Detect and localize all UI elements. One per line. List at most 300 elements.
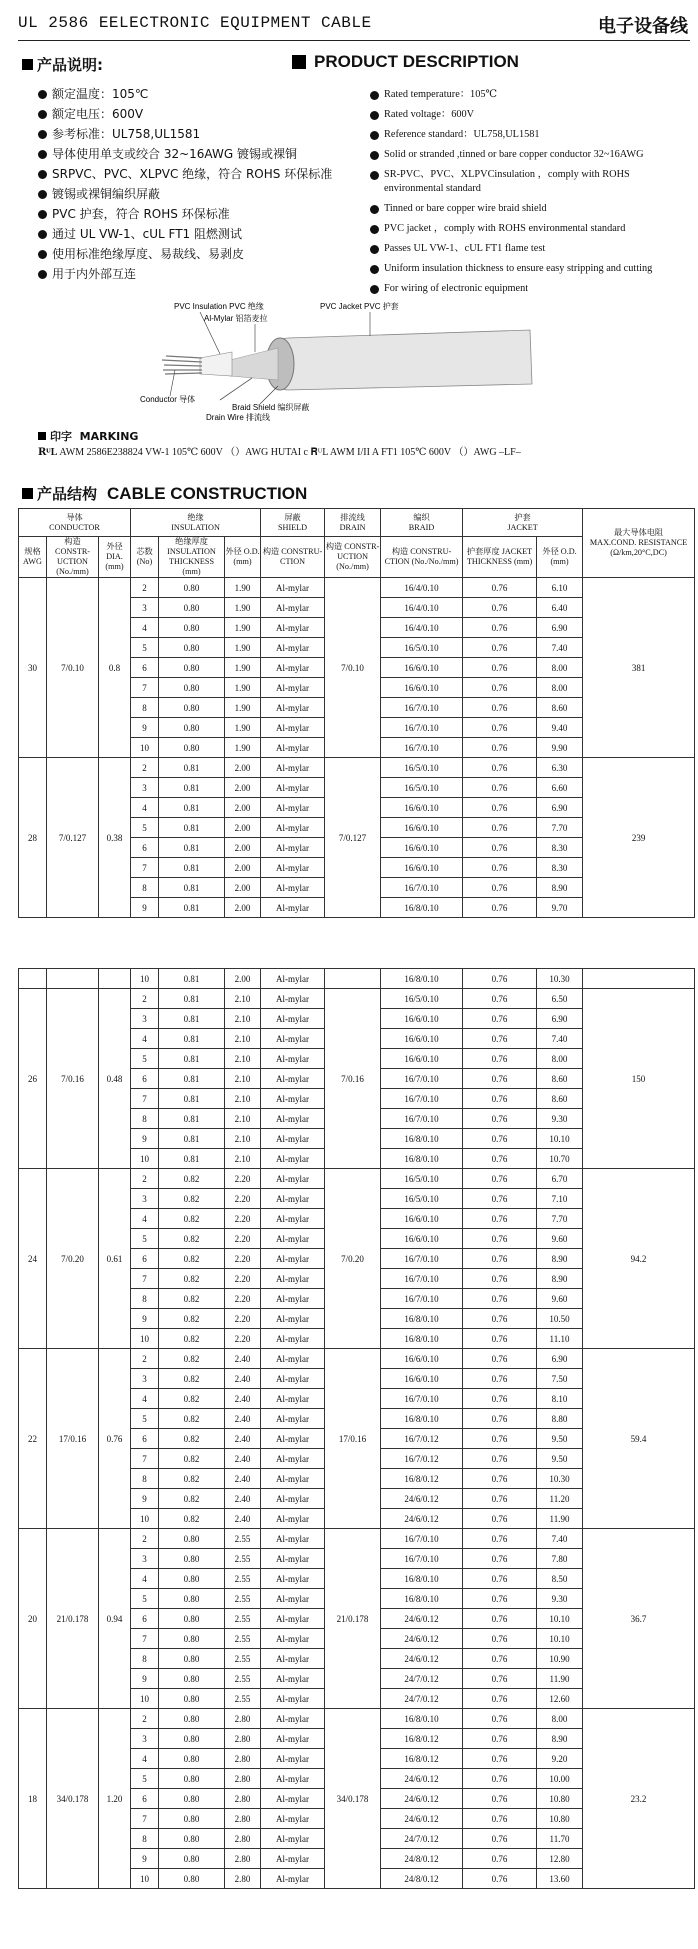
bullet-icon xyxy=(38,110,47,119)
jacket-od-subheader: 外径 O.D. (mm) xyxy=(537,537,583,578)
jacket-od-cell: 6.40 xyxy=(537,598,583,618)
shield-cell: Al-mylar xyxy=(261,1509,325,1529)
list-item xyxy=(38,266,368,286)
insulation-thickness-cell: 0.81 xyxy=(159,858,225,878)
insulation-thickness-cell: 0.80 xyxy=(159,1809,225,1829)
cores-subheader: 芯数 (No) xyxy=(131,537,159,578)
shield-cell: Al-mylar xyxy=(261,1789,325,1809)
awg-cell: 26 xyxy=(19,989,47,1169)
cores-cell: 9 xyxy=(131,1309,159,1329)
braid-cell: 16/5/0.10 xyxy=(381,778,463,798)
jacket-thickness-cell: 0.76 xyxy=(463,1129,537,1149)
insulation-od-cell: 1.90 xyxy=(225,678,261,698)
jacket-od-cell: 7.10 xyxy=(537,1189,583,1209)
insulation-od-cell: 2.00 xyxy=(225,758,261,778)
insulation-thickness-cell: 0.80 xyxy=(159,1709,225,1729)
insulation-thickness-cell: 0.80 xyxy=(159,1589,225,1609)
jacket-thickness-cell: 0.76 xyxy=(463,1489,537,1509)
jacket-header: 护套 JACKET xyxy=(463,509,583,537)
square-bullet-icon xyxy=(22,59,33,70)
table-row xyxy=(19,578,695,598)
bullet-icon xyxy=(38,90,47,99)
insulation-od-cell: 2.00 xyxy=(225,818,261,838)
list-item xyxy=(370,242,688,262)
list-item xyxy=(38,206,368,226)
insulation-od-cell: 2.20 xyxy=(225,1189,261,1209)
cores-cell: 4 xyxy=(131,1209,159,1229)
bullet-icon xyxy=(370,151,379,160)
cores-cell: 6 xyxy=(131,838,159,858)
braid-cell: 16/7/0.10 xyxy=(381,1289,463,1309)
conductor-dia-cell: 0.38 xyxy=(99,758,131,918)
bullet-icon xyxy=(370,171,379,180)
shield-cell: Al-mylar xyxy=(261,1609,325,1629)
bullet-icon xyxy=(370,131,379,140)
resistance-cell: 94.2 xyxy=(583,1169,695,1349)
cores-cell: 8 xyxy=(131,878,159,898)
list-item xyxy=(370,262,688,282)
shield-cell: Al-mylar xyxy=(261,1469,325,1489)
insulation-od-cell: 1.90 xyxy=(225,738,261,758)
shield-cell: Al-mylar xyxy=(261,1169,325,1189)
al-mylar-shape xyxy=(230,348,278,380)
shield-cell: Al-mylar xyxy=(261,1569,325,1589)
jacket-thickness-cell: 0.76 xyxy=(463,578,537,598)
jacket-thickness-cell: 0.76 xyxy=(463,1169,537,1189)
jacket-od-cell: 8.90 xyxy=(537,1729,583,1749)
jacket-od-cell: 12.60 xyxy=(537,1689,583,1709)
insulation-od-cell: 2.40 xyxy=(225,1349,261,1369)
jacket-od-cell: 10.10 xyxy=(537,1129,583,1149)
braid-shield-label: Braid Shield 编织屏蔽 xyxy=(232,403,310,412)
jacket-od-cell: 13.60 xyxy=(537,1869,583,1889)
insulation-thickness-cell: 0.82 xyxy=(159,1309,225,1329)
shield-cell: Al-mylar xyxy=(261,1729,325,1749)
cores-cell: 3 xyxy=(131,1729,159,1749)
jacket-od-cell: 11.90 xyxy=(537,1669,583,1689)
jacket-od-cell: 6.70 xyxy=(537,1169,583,1189)
braid-cell: 16/7/0.10 xyxy=(381,878,463,898)
jacket-thickness-cell: 0.76 xyxy=(463,1209,537,1229)
jacket-od-cell: 9.50 xyxy=(537,1429,583,1449)
braid-cell: 24/7/0.12 xyxy=(381,1829,463,1849)
insulation-od-cell: 2.20 xyxy=(225,1209,261,1229)
braid-cell: 16/8/0.10 xyxy=(381,1409,463,1429)
insulation-od-cell: 2.00 xyxy=(225,878,261,898)
insulation-thickness-cell: 0.82 xyxy=(159,1169,225,1189)
jacket-thickness-cell: 0.76 xyxy=(463,1069,537,1089)
jacket-od-cell: 9.40 xyxy=(537,718,583,738)
jacket-od-cell: 8.90 xyxy=(537,1269,583,1289)
jacket-thickness-cell: 0.76 xyxy=(463,1849,537,1869)
jacket-od-cell: 8.90 xyxy=(537,878,583,898)
conductor-dia-cell: 1.20 xyxy=(99,1709,131,1889)
insulation-thickness-cell: 0.82 xyxy=(159,1369,225,1389)
braid-cell: 24/6/0.12 xyxy=(381,1509,463,1529)
cores-cell: 8 xyxy=(131,698,159,718)
insulation-od-cell: 2.00 xyxy=(225,798,261,818)
cores-cell: 5 xyxy=(131,818,159,838)
jacket-od-cell: 6.30 xyxy=(537,758,583,778)
shield-cell: Al-mylar xyxy=(261,758,325,778)
resistance-cell: 150 xyxy=(583,989,695,1169)
jacket-od-cell: 9.60 xyxy=(537,1289,583,1309)
jacket-thickness-cell: 0.76 xyxy=(463,898,537,918)
jacket-thickness-cell: 0.76 xyxy=(463,1469,537,1489)
cores-cell: 10 xyxy=(131,1509,159,1529)
shield-cell: Al-mylar xyxy=(261,1629,325,1649)
shield-cell: Al-mylar xyxy=(261,1869,325,1889)
drain-cell: 34/0.178 xyxy=(325,1709,381,1889)
jacket-thickness-cell: 0.76 xyxy=(463,1249,537,1269)
cores-cell: 9 xyxy=(131,898,159,918)
awg-cell: 20 xyxy=(19,1529,47,1709)
jacket-od-cell: 6.60 xyxy=(537,778,583,798)
feature-text: Rated temperature：105℃ xyxy=(384,89,498,100)
jacket-thickness-cell: 0.76 xyxy=(463,1029,537,1049)
feature-text: 参考标准：UL758,UL1581 xyxy=(52,127,201,141)
jacket-thickness-cell: 0.76 xyxy=(463,1749,537,1769)
list-item xyxy=(370,88,688,108)
insulation-od-cell: 2.80 xyxy=(225,1749,261,1769)
jacket-od-cell: 7.40 xyxy=(537,638,583,658)
cores-cell: 8 xyxy=(131,1649,159,1669)
insulation-thickness-cell: 0.82 xyxy=(159,1409,225,1429)
marking-heading-en: MARKING xyxy=(79,430,139,443)
braid-cell: 16/6/0.10 xyxy=(381,1029,463,1049)
braid-cell: 16/7/0.10 xyxy=(381,1389,463,1409)
braid-cell: 24/7/0.12 xyxy=(381,1669,463,1689)
jacket-thickness-cell: 0.76 xyxy=(463,969,537,989)
shield-cell: Al-mylar xyxy=(261,1429,325,1449)
jacket-od-cell: 7.70 xyxy=(537,818,583,838)
insulation-thickness-cell: 0.80 xyxy=(159,1649,225,1669)
list-item xyxy=(38,126,368,146)
insulation-thickness-cell: 0.81 xyxy=(159,989,225,1009)
conductor-construction-cell: 7/0.16 xyxy=(47,989,99,1169)
conductor-construction-cell: 7/0.127 xyxy=(47,758,99,918)
jacket-thickness-cell: 0.76 xyxy=(463,1589,537,1609)
shield-cell: Al-mylar xyxy=(261,969,325,989)
jacket-od-cell: 8.30 xyxy=(537,858,583,878)
feature-text: 通过 UL VW-1、cUL FT1 阻燃测试 xyxy=(52,227,243,241)
cores-cell: 8 xyxy=(131,1469,159,1489)
braid-cell: 16/7/0.12 xyxy=(381,1449,463,1469)
insulation-thickness-cell: 0.82 xyxy=(159,1189,225,1209)
feature-text: Uniform insulation thickness to ensure easy stripping and cutting xyxy=(384,263,653,274)
cores-cell: 3 xyxy=(131,598,159,618)
list-item xyxy=(38,186,368,206)
insulation-od-cell: 2.55 xyxy=(225,1569,261,1589)
insulation-od-cell: 2.20 xyxy=(225,1309,261,1329)
table-row xyxy=(19,989,695,1009)
jacket-od-cell: 7.70 xyxy=(537,1209,583,1229)
conductor-construction-subheader: 构造 CONSTR-UCTION (No./mm) xyxy=(47,537,99,578)
braid-cell: 16/4/0.10 xyxy=(381,578,463,598)
braid-cell: 16/4/0.10 xyxy=(381,598,463,618)
insulation-od-cell: 2.10 xyxy=(225,1149,261,1169)
braid-cell: 16/8/0.12 xyxy=(381,1729,463,1749)
jacket-thickness-cell: 0.76 xyxy=(463,858,537,878)
construction-heading-cn: 产品结构 xyxy=(37,485,98,503)
cores-cell: 4 xyxy=(131,1029,159,1049)
shield-cell: Al-mylar xyxy=(261,1229,325,1249)
jacket-od-cell: 8.00 xyxy=(537,1049,583,1069)
table-row xyxy=(19,1529,695,1549)
jacket-thickness-cell: 0.76 xyxy=(463,1089,537,1109)
jacket-od-cell: 7.40 xyxy=(537,1529,583,1549)
cores-cell: 6 xyxy=(131,1069,159,1089)
jacket-thickness-cell: 0.76 xyxy=(463,1269,537,1289)
jacket-od-cell: 11.10 xyxy=(537,1329,583,1349)
shield-cell: Al-mylar xyxy=(261,698,325,718)
insulation-od-cell: 1.90 xyxy=(225,598,261,618)
conductor-dia-cell: 0.8 xyxy=(99,578,131,758)
jacket-od-cell: 10.30 xyxy=(537,969,583,989)
cores-cell: 10 xyxy=(131,1689,159,1709)
braid-cell: 24/6/0.12 xyxy=(381,1769,463,1789)
jacket-thickness-cell: 0.76 xyxy=(463,1429,537,1449)
cores-cell: 9 xyxy=(131,1849,159,1869)
braid-cell: 16/8/0.10 xyxy=(381,1709,463,1729)
awg-cell: 18 xyxy=(19,1709,47,1889)
insulation-od-cell: 1.90 xyxy=(225,718,261,738)
insulation-od-cell: 2.80 xyxy=(225,1709,261,1729)
shield-cell: Al-mylar xyxy=(261,658,325,678)
en-heading-text: PRODUCT DESCRIPTION xyxy=(314,52,519,71)
insulation-thickness-cell: 0.81 xyxy=(159,818,225,838)
feature-text: Rated voltage：600V xyxy=(384,109,475,120)
jacket-od-cell: 11.20 xyxy=(537,1489,583,1509)
feature-text: 镀锡或裸铜编织屏蔽 xyxy=(52,187,161,201)
insulation-thickness-cell: 0.80 xyxy=(159,1849,225,1869)
insulation-od-cell: 2.10 xyxy=(225,1089,261,1109)
braid-cell: 24/6/0.12 xyxy=(381,1609,463,1629)
shield-cell: Al-mylar xyxy=(261,1009,325,1029)
drain-cell: 17/0.16 xyxy=(325,1349,381,1529)
insulation-thickness-cell: 0.81 xyxy=(159,1129,225,1149)
shield-cell: Al-mylar xyxy=(261,1349,325,1369)
insulation-od-cell: 1.90 xyxy=(225,618,261,638)
cores-cell: 9 xyxy=(131,1129,159,1149)
insulation-od-cell: 2.10 xyxy=(225,1109,261,1129)
insulation-thickness-cell: 0.80 xyxy=(159,698,225,718)
jacket-od-cell: 9.70 xyxy=(537,898,583,918)
shield-cell: Al-mylar xyxy=(261,1029,325,1049)
insulation-thickness-cell: 0.81 xyxy=(159,1089,225,1109)
shield-cell: Al-mylar xyxy=(261,1689,325,1709)
bullet-icon xyxy=(370,225,379,234)
pvc-jacket-label: PVC Jacket PVC 护套 xyxy=(320,302,399,311)
insulation-thickness-cell: 0.80 xyxy=(159,1569,225,1589)
insulation-od-cell: 2.40 xyxy=(225,1409,261,1429)
conductor-construction-cell xyxy=(47,969,99,989)
shield-cell: Al-mylar xyxy=(261,1069,325,1089)
cores-cell: 2 xyxy=(131,989,159,1009)
bullet-icon xyxy=(370,91,379,100)
braid-cell: 24/6/0.12 xyxy=(381,1649,463,1669)
jacket-od-cell: 10.80 xyxy=(537,1809,583,1829)
braid-cell: 16/8/0.10 xyxy=(381,969,463,989)
jacket-od-cell: 7.80 xyxy=(537,1549,583,1569)
braid-cell: 24/6/0.12 xyxy=(381,1809,463,1829)
jacket-thickness-cell: 0.76 xyxy=(463,1229,537,1249)
jacket-thickness-cell: 0.76 xyxy=(463,1109,537,1129)
jacket-thickness-cell: 0.76 xyxy=(463,1009,537,1029)
feature-text: Solid or stranded ,tinned or bare copper conductor 32~16AWG xyxy=(384,149,644,160)
cores-cell: 9 xyxy=(131,718,159,738)
insulation-thickness-cell: 0.80 xyxy=(159,1729,225,1749)
conductor-dia-cell: 0.94 xyxy=(99,1529,131,1709)
jacket-od-cell: 8.60 xyxy=(537,1089,583,1109)
insulation-od-cell: 1.90 xyxy=(225,658,261,678)
braid-cell: 16/7/0.12 xyxy=(381,1429,463,1449)
jacket-od-cell: 11.70 xyxy=(537,1829,583,1849)
jacket-thickness-cell: 0.76 xyxy=(463,1289,537,1309)
jacket-thickness-cell: 0.76 xyxy=(463,878,537,898)
jacket-thickness-cell: 0.76 xyxy=(463,1689,537,1709)
jacket-thickness-cell: 0.76 xyxy=(463,718,537,738)
insulation-od-cell: 2.55 xyxy=(225,1549,261,1569)
conductor-construction-cell: 21/0.178 xyxy=(47,1529,99,1709)
insulation-thickness-cell: 0.81 xyxy=(159,1069,225,1089)
jacket-od-cell: 6.90 xyxy=(537,1009,583,1029)
braid-cell: 16/7/0.10 xyxy=(381,1089,463,1109)
shield-cell: Al-mylar xyxy=(261,1189,325,1209)
jacket-od-cell: 8.60 xyxy=(537,1069,583,1089)
jacket-od-cell: 11.90 xyxy=(537,1509,583,1529)
jacket-thickness-cell: 0.76 xyxy=(463,1569,537,1589)
insulation-od-cell: 2.55 xyxy=(225,1689,261,1709)
conductor-dia-cell: 0.61 xyxy=(99,1169,131,1349)
shield-cell: Al-mylar xyxy=(261,1529,325,1549)
resistance-cell: 36.7 xyxy=(583,1529,695,1709)
cores-cell: 6 xyxy=(131,658,159,678)
jacket-thickness-cell: 0.76 xyxy=(463,1049,537,1069)
header-title-en: UL 2586 EELECTRONIC EQUIPMENT CABLE xyxy=(18,14,372,32)
jacket-od-cell: 10.50 xyxy=(537,1309,583,1329)
jacket-od-cell: 6.90 xyxy=(537,618,583,638)
conductor-construction-cell: 34/0.178 xyxy=(47,1709,99,1889)
jacket-od-cell: 6.50 xyxy=(537,989,583,1009)
marking-text xyxy=(38,443,521,458)
bullet-icon xyxy=(38,130,47,139)
drain-wire-shape xyxy=(220,378,252,400)
shield-cell: Al-mylar xyxy=(261,838,325,858)
insulation-od-cell: 2.40 xyxy=(225,1429,261,1449)
jacket-thickness-cell: 0.76 xyxy=(463,1349,537,1369)
insulation-thickness-cell: 0.81 xyxy=(159,1029,225,1049)
construction-table-part1 xyxy=(18,508,695,918)
cores-cell: 7 xyxy=(131,1269,159,1289)
insulation-header: 绝缘 INSULATION xyxy=(131,509,261,537)
drain-construction-subheader: 构造 CONSTR-UCTION (No./mm) xyxy=(325,537,381,578)
shield-cell: Al-mylar xyxy=(261,1269,325,1289)
jacket-od-cell: 10.80 xyxy=(537,1789,583,1809)
cores-cell: 5 xyxy=(131,1229,159,1249)
insulation-od-cell: 2.00 xyxy=(225,898,261,918)
shield-cell: Al-mylar xyxy=(261,1309,325,1329)
cores-cell: 2 xyxy=(131,1529,159,1549)
jacket-od-cell: 10.10 xyxy=(537,1609,583,1629)
insulation-od-cell: 1.90 xyxy=(225,698,261,718)
jacket-thickness-cell: 0.76 xyxy=(463,1149,537,1169)
drain-cell: 7/0.20 xyxy=(325,1169,381,1349)
jacket-od-cell: 8.90 xyxy=(537,1249,583,1269)
jacket-od-cell: 9.50 xyxy=(537,1449,583,1469)
jacket-thickness-cell: 0.76 xyxy=(463,1829,537,1849)
page-header xyxy=(18,6,690,42)
square-bullet-icon xyxy=(292,55,306,69)
insulation-thickness-cell: 0.82 xyxy=(159,1449,225,1469)
insulation-thickness-cell: 0.81 xyxy=(159,898,225,918)
insulation-od-cell: 2.55 xyxy=(225,1669,261,1689)
shield-cell: Al-mylar xyxy=(261,1669,325,1689)
header-rule xyxy=(18,40,690,41)
shield-cell: Al-mylar xyxy=(261,1129,325,1149)
table-row xyxy=(19,1709,695,1729)
construction-table-part2 xyxy=(18,968,695,1889)
braid-cell: 16/8/0.10 xyxy=(381,1569,463,1589)
insulation-thickness-cell: 0.82 xyxy=(159,1229,225,1249)
cores-cell: 3 xyxy=(131,1549,159,1569)
shield-cell: Al-mylar xyxy=(261,1449,325,1469)
list-item xyxy=(38,226,368,246)
insulation-od-cell: 2.20 xyxy=(225,1169,261,1189)
jacket-od-cell: 9.90 xyxy=(537,738,583,758)
braid-cell: 16/6/0.10 xyxy=(381,658,463,678)
insulation-od-cell: 2.10 xyxy=(225,1069,261,1089)
braid-cell: 24/6/0.12 xyxy=(381,1629,463,1649)
drain-cell: 21/0.178 xyxy=(325,1529,381,1709)
jacket-thickness-cell: 0.76 xyxy=(463,1729,537,1749)
braid-cell: 16/6/0.10 xyxy=(381,1229,463,1249)
cores-cell: 7 xyxy=(131,1809,159,1829)
en-feature-list xyxy=(370,88,688,302)
jacket-od-cell: 7.40 xyxy=(537,1029,583,1049)
insulation-thickness-cell: 0.80 xyxy=(159,1869,225,1889)
shield-cell: Al-mylar xyxy=(261,1389,325,1409)
cores-cell: 9 xyxy=(131,1669,159,1689)
marking-heading-cn: 印字 xyxy=(50,430,72,443)
square-bullet-icon xyxy=(22,488,33,499)
cores-cell: 4 xyxy=(131,798,159,818)
jacket-od-cell: 9.20 xyxy=(537,1749,583,1769)
cable-diagram xyxy=(140,300,540,422)
jacket-thickness-cell: 0.76 xyxy=(463,1389,537,1409)
jacket-od-cell: 6.90 xyxy=(537,1349,583,1369)
bullet-icon xyxy=(370,205,379,214)
insulation-thickness-cell: 0.81 xyxy=(159,1049,225,1069)
list-item xyxy=(370,128,688,148)
insulation-thickness-cell: 0.80 xyxy=(159,598,225,618)
shield-cell: Al-mylar xyxy=(261,678,325,698)
braid-cell: 16/7/0.10 xyxy=(381,1549,463,1569)
marking-string: AWM 2586E238824 VW-1 105℃ 600V （）AWG HUTAI c 𝐑ᵁL AWM I/II A FT1 105℃ 600V （）AWG –LF– xyxy=(59,447,521,458)
shield-cell: Al-mylar xyxy=(261,858,325,878)
conductor-construction-cell: 7/0.20 xyxy=(47,1169,99,1349)
jacket-thickness-cell: 0.76 xyxy=(463,1549,537,1569)
braid-header: 编织 BRAID xyxy=(381,509,463,537)
conductor-dia-subheader: 外径 DIA. (mm) xyxy=(99,537,131,578)
insulation-thickness-cell: 0.80 xyxy=(159,1529,225,1549)
insulation-thickness-cell: 0.82 xyxy=(159,1329,225,1349)
conductor-dia-cell: 0.76 xyxy=(99,1349,131,1529)
insulation-od-cell: 2.00 xyxy=(225,858,261,878)
shield-cell: Al-mylar xyxy=(261,578,325,598)
braid-cell: 16/7/0.10 xyxy=(381,698,463,718)
bullet-icon xyxy=(38,270,47,279)
